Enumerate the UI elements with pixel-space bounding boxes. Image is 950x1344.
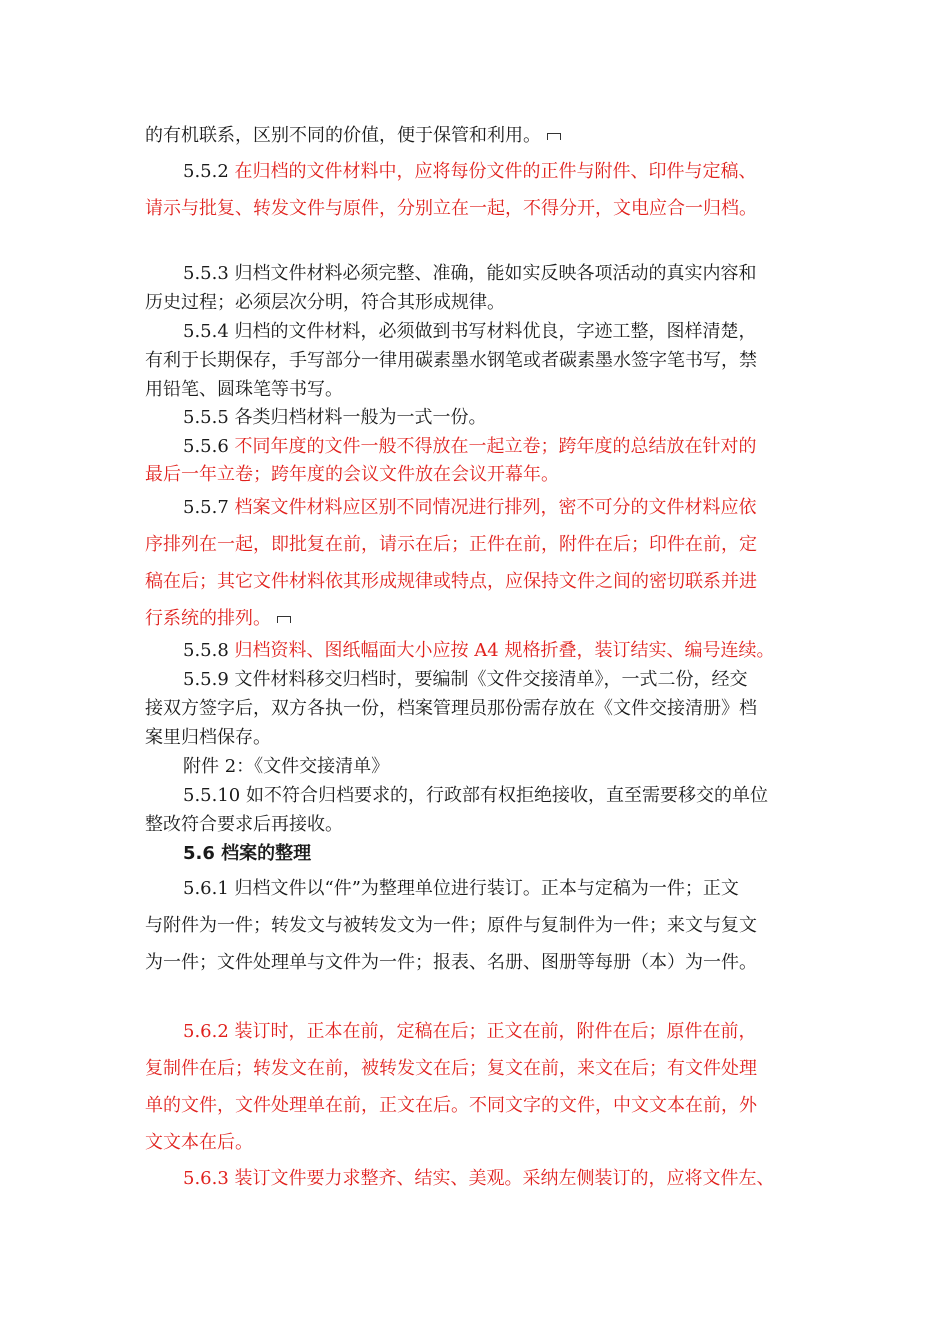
paragraph-line: 案里归档保存。 bbox=[145, 727, 271, 748]
paragraph-line: 整改符合要求后再接收。 bbox=[145, 814, 343, 835]
paragraph-line: 5.5.10 如不符合归档要求的，行政部有权拒绝接收，直至需要移交的单位 bbox=[183, 785, 768, 806]
paragraph-line: 稿在后；其它文件材料依其形成规律或特点，应保持文件之间的密切联系并进 bbox=[145, 571, 757, 592]
paragraph-line: 5.5.6 不同年度的文件一般不得放在一起立卷；跨年度的总结放在针对的 bbox=[183, 436, 757, 457]
paragraph-line: 行系统的排列。 bbox=[145, 607, 291, 631]
paragraph-line: 5.5.4 归档的文件材料，必须做到书写材料优良，字迹工整，图样清楚， bbox=[183, 321, 757, 342]
paragraph-line: 5.5.8 归档资料、图纸幅面大小应按 A4 规格折叠，装订结实、编号连续。 bbox=[183, 640, 775, 661]
paragraph-line: 复制件在后；转发文在前，被转发文在后；复文在前，来文在后；有文件处理 bbox=[145, 1058, 757, 1079]
section-heading: 5.6 档案的整理 bbox=[183, 843, 312, 864]
paragraph-line: 接双方签字后，双方各执一份，档案管理员那份需存放在《文件交接清册》档 bbox=[145, 698, 757, 719]
paragraph-mark-icon bbox=[277, 616, 291, 623]
paragraph-line: 有利于长期保存，手写部分一律用碳素墨水钢笔或者碳素墨水签字笔书写，禁 bbox=[145, 350, 757, 371]
paragraph-line: 5.5.5 各类归档材料一般为一式一份。 bbox=[183, 407, 487, 428]
paragraph-line: 请示与批复、转发文件与原件，分别立在一起，不得分开，文电应合一归档。 bbox=[145, 198, 757, 219]
paragraph-line: 序排列在一起，即批复在前，请示在后；正件在前，附件在后；印件在前，定 bbox=[145, 534, 757, 555]
paragraph-line: 5.6.2 装订时，正本在前，定稿在后；正文在前，附件在后；原件在前， bbox=[183, 1021, 757, 1042]
paragraph-line: 5.5.2 在归档的文件材料中，应将每份文件的正件与附件、印件与定稿、 bbox=[183, 161, 757, 182]
paragraph-line: 单的文件，文件处理单在前，正文在后。不同文字的文件，中文文本在前，外 bbox=[145, 1095, 757, 1116]
paragraph-line: 与附件为一件；转发文与被转发文为一件；原件与复制件为一件；来文与复文 bbox=[145, 915, 757, 936]
paragraph-line: 为一件；文件处理单与文件为一件；报表、名册、图册等每册（本）为一件。 bbox=[145, 952, 757, 973]
paragraph-line: 附件 2：《文件交接清单》 bbox=[183, 756, 390, 777]
paragraph-line: 文文本在后。 bbox=[145, 1132, 253, 1153]
paragraph-line: 5.5.9 文件材料移交归档时，要编制《文件交接清单》，一式二份，经交 bbox=[183, 669, 748, 690]
paragraph-line: 最后一年立卷；跨年度的会议文件放在会议开幕年。 bbox=[145, 464, 559, 485]
paragraph-line: 5.5.7 档案文件材料应区别不同情况进行排列，密不可分的文件材料应依 bbox=[183, 497, 757, 518]
paragraph-line: 5.5.3 归档文件材料必须完整、准确，能如实反映各项活动的真实内容和 bbox=[183, 263, 757, 284]
paragraph-line: 历史过程；必须层次分明，符合其形成规律。 bbox=[145, 292, 505, 313]
paragraph-line: 5.6.3 装订文件要力求整齐、结实、美观。采纳左侧装订的，应将文件左、 bbox=[183, 1168, 775, 1189]
paragraph-line: 用铅笔、圆珠笔等书写。 bbox=[145, 379, 343, 400]
paragraph-mark-icon bbox=[547, 133, 561, 140]
paragraph-line: 的有机联系，区别不同的价值，便于保管和利用。 bbox=[145, 124, 561, 148]
paragraph-line: 5.6.1 归档文件以“件”为整理单位进行装订。正本与定稿为一件；正文 bbox=[183, 878, 739, 899]
